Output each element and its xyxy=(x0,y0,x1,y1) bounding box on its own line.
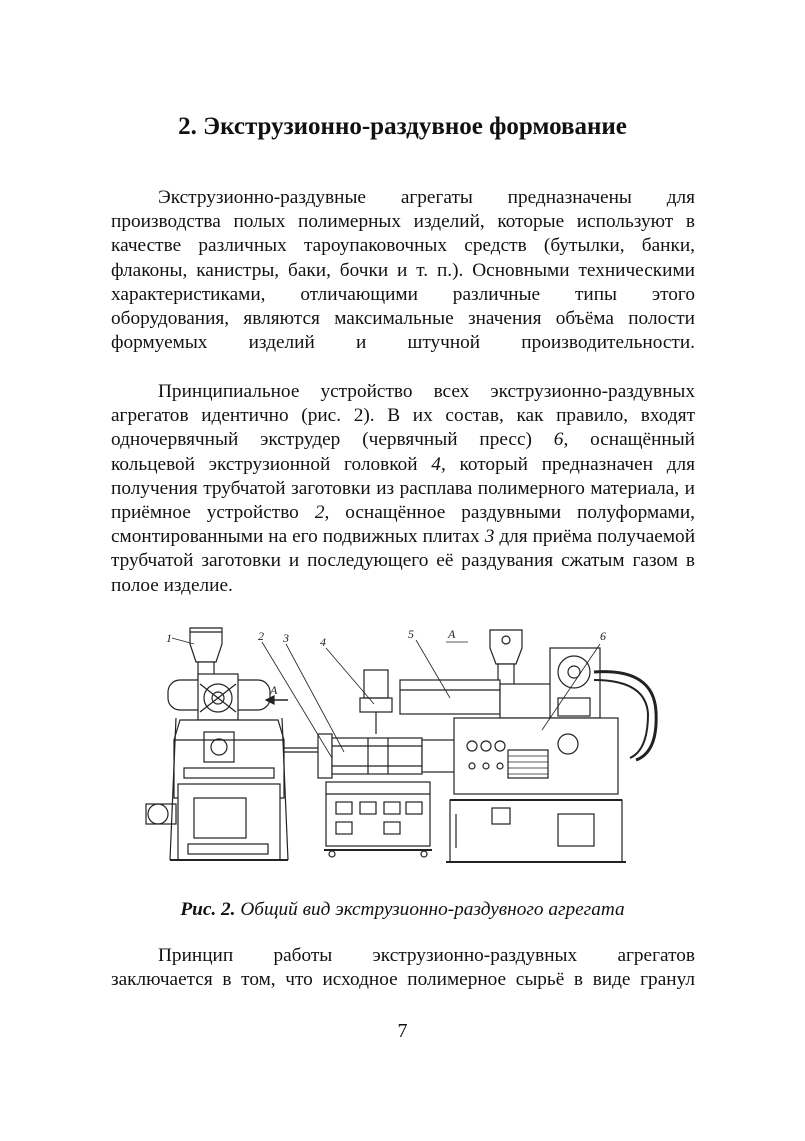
section-heading: 2. Экструзионно-раздувное формование xyxy=(178,113,627,140)
caption-label: Рис. 2. xyxy=(180,899,236,920)
paragraph-text: , оснащённый кольцевой экструзионной головкой xyxy=(111,429,695,475)
paragraph-structure xyxy=(111,380,695,598)
ref-extruder-number: 6 xyxy=(553,429,564,451)
view-marker-top: А xyxy=(448,627,456,641)
ref-plates-number: 3 xyxy=(484,526,495,548)
callout-5: 5 xyxy=(408,627,414,641)
left-unit-drawing xyxy=(146,628,288,860)
machine-drawing-figure xyxy=(138,618,668,880)
paragraph-text: , оснащённое раздувными полуформами, смонтированными на его подвижных плитах xyxy=(111,502,695,548)
view-marker-left: А xyxy=(270,683,278,697)
paragraph-principle: Принцип работы экструзионно-раздувных агрегатов заключается в том, что исходное полимерное сырьё в виде гранул xyxy=(111,945,695,991)
ref-head-number: 4 xyxy=(431,453,441,475)
figure-caption xyxy=(0,897,805,923)
paragraph-text: , который предназначен для получения трубчатой заготовки из расплава полимерного материала, и приёмное устройство xyxy=(111,453,695,524)
ref-receiver-number: 2 xyxy=(314,502,325,524)
machine-drawing xyxy=(138,618,668,880)
paragraph-text: Принципиальное устройство всех экструзионно-раздувных агрегатов идентично (рис. 2). В их состав, как правило, входят одночервячный экструдер (червячный пресс) xyxy=(111,381,695,451)
callout-2: 2 xyxy=(258,629,264,643)
page-number: 7 xyxy=(397,1020,408,1042)
paragraph-text: для приёма получаемой трубчатой заготовки и последующего её раздувания сжатым газом в полое изделие. xyxy=(111,526,696,596)
callout-3: 3 xyxy=(283,631,289,645)
callout-1: 1 xyxy=(166,631,172,645)
caption-text: Общий вид экструзионно-раздувного агрегата xyxy=(235,899,625,920)
callout-4: 4 xyxy=(320,635,326,649)
callout-6: 6 xyxy=(600,629,606,643)
paragraph-intro: Экструзионно-раздувные агрегаты предназначены для производства полых полимерных изделий, которые используют в качестве различных тароупаковочных средств (бутылки, банки, флаконы, канистры, баки, бочки и т. п.). Основными техническими характеристиками, отличающими различные типы этого оборудования, являются максимальные значения объёма полости формуемых изделий и штучной производительности. xyxy=(111,187,695,354)
